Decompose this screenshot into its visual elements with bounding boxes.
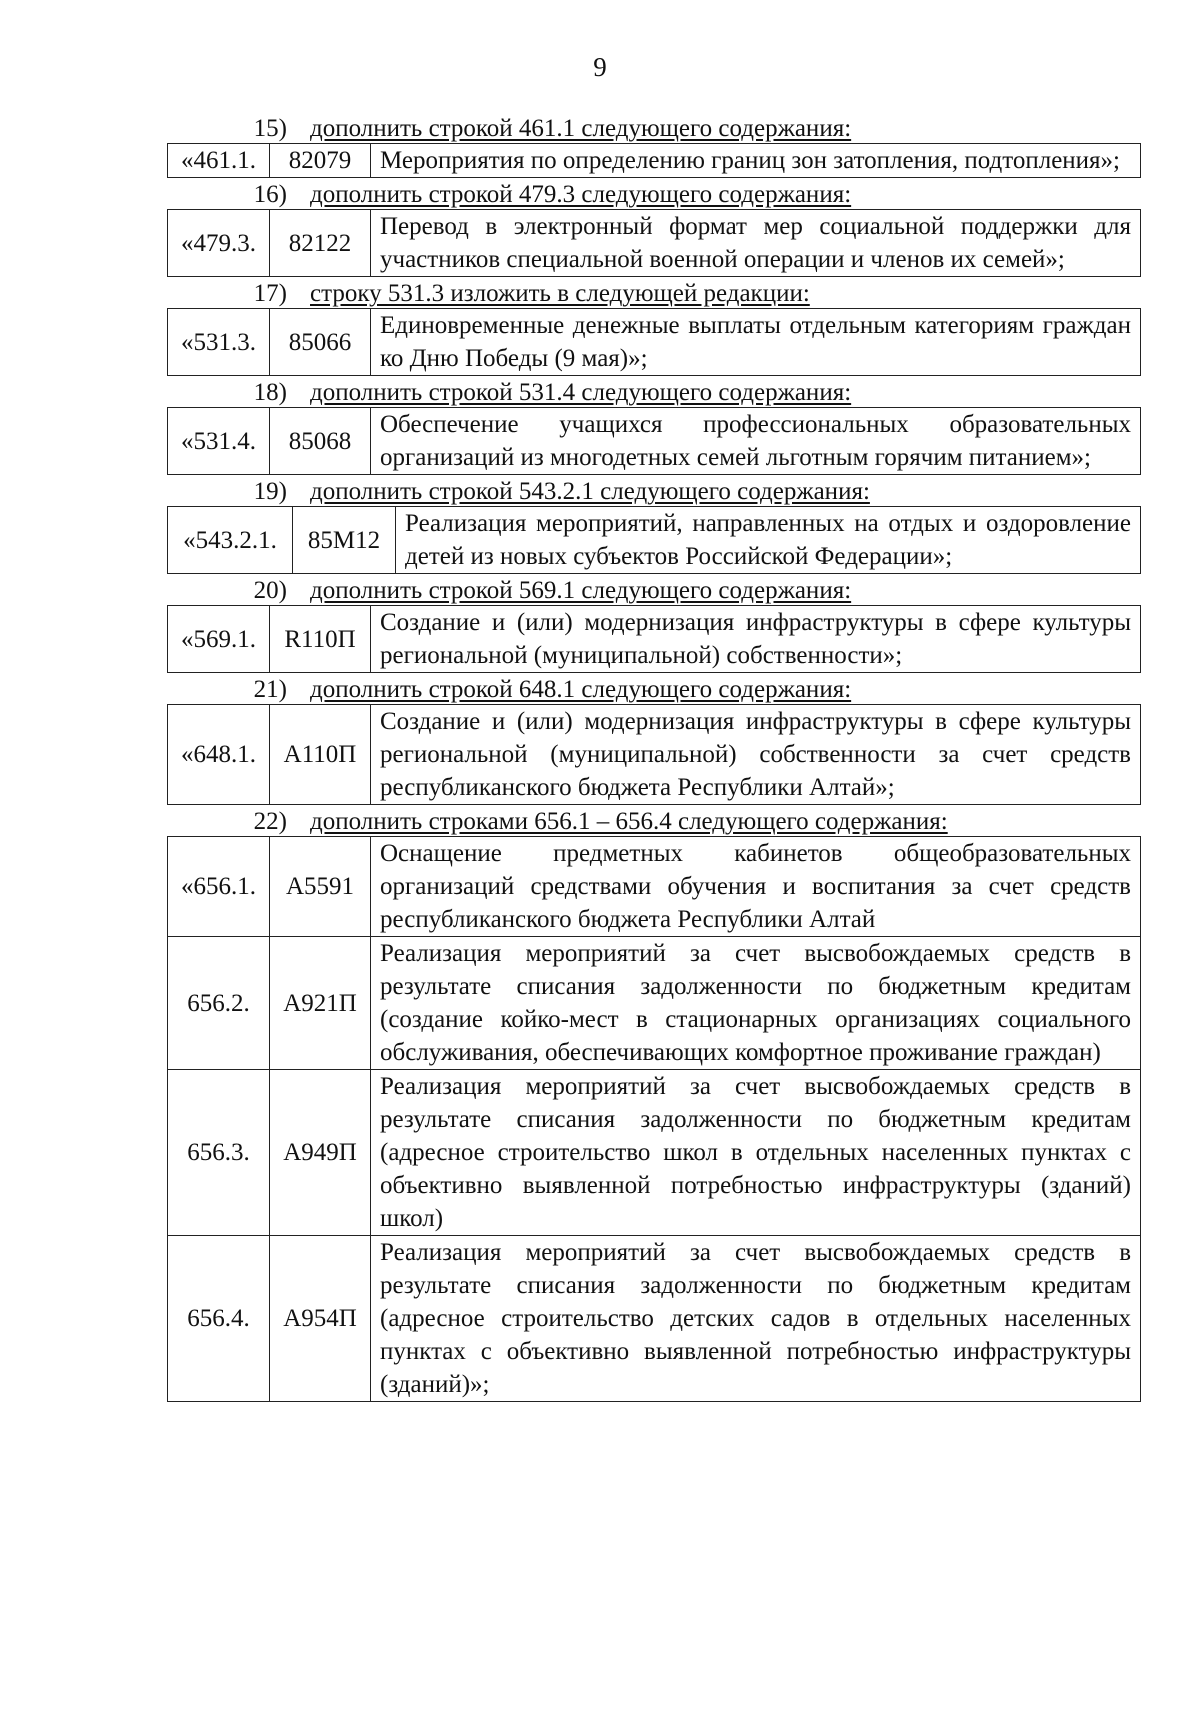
instruction-text: дополнить строкой 543.2.1 следующего содержания: [310,478,870,505]
instruction-line [167,808,1141,836]
table-row [167,836,1141,936]
row-description: Обеспечение учащихся профессиональных образовательных организаций из многодетных семей льготным горячим питанием»; [380,411,1131,471]
item-number: 17) [253,280,287,307]
instruction-text: дополнить строкой 531.4 следующего содержания: [310,379,852,406]
table-row [167,1069,1141,1235]
row-kbk: А954П [270,1236,371,1401]
amendment-table [167,704,1141,805]
table-row [167,209,1141,277]
instruction-text: дополнить строкой 648.1 следующего содержания: [310,676,852,703]
row-kbk: 85068 [270,408,371,474]
row-code: «569.1. [168,606,270,672]
item-number: 15) [253,115,287,142]
row-code: «531.4. [168,408,270,474]
amendment-table [167,308,1141,376]
instruction-line [167,577,1141,605]
row-description: Оснащение предметных кабинетов общеобразовательных организаций средствами обучения и воспитания за счет средств республиканского бюджета Республики Алтай [380,840,1131,933]
row-description: Реализация мероприятий за счет высвобождаемых средств в результате списания задолженности по бюджетным кредитам (адресное строительство детских садов в отдельных населенных пунктах с объективно выявленной потребностью инфраструктуры (зданий)»; [380,1239,1131,1398]
instruction-line [167,379,1141,407]
table-row [167,506,1141,574]
row-description: Создание и (или) модернизация инфраструктуры в сфере культуры региональной (муниципальной) собственности за счет средств республиканского бюджета Республики Алтай»; [380,708,1131,801]
instruction-line [167,280,1141,308]
row-description: Реализация мероприятий за счет высвобождаемых средств в результате списания задолженности по бюджетным кредитам (создание койко-мест в стационарных организациях социального обслуживания, обеспечивающих комфортное проживание граждан) [380,940,1131,1066]
table-row [167,704,1141,805]
instruction-line [167,478,1141,506]
instruction-text: дополнить строкой 461.1 следующего содержания: [310,115,852,142]
row-code: 656.2. [168,937,270,1069]
row-code: 656.4. [168,1236,270,1401]
amendment-table [167,506,1141,574]
row-kbk: А110П [270,705,371,804]
table-row [167,936,1141,1069]
row-kbk: R110П [270,606,371,672]
table-row [167,605,1141,673]
row-kbk: 82122 [270,210,371,276]
page-number: 9 [593,52,607,82]
row-code: 656.3. [168,1070,270,1235]
row-description: Реализация мероприятий за счет высвобождаемых средств в результате списания задолженности по бюджетным кредитам (адресное строительство школ в отдельных населенных пунктах с объективно выявленной потребностью инфраструктуры (зданий) школ) [380,1073,1131,1232]
instruction-text: дополнить строками 656.1 – 656.4 следующего содержания: [310,808,948,835]
row-code: «543.2.1. [168,507,293,573]
row-kbk: 85066 [270,309,371,375]
instruction-line [167,115,1141,143]
row-code: «479.3. [168,210,270,276]
amendment-table [167,209,1141,277]
row-code: «531.3. [168,309,270,375]
item-number: 21) [253,676,287,703]
table-row [167,143,1141,178]
row-code: «648.1. [168,705,270,804]
instruction-line [167,181,1141,209]
item-number: 19) [253,478,287,505]
row-description: Единовременные денежные выплаты отдельным категориям граждан ко Дню Победы (9 мая)»; [380,312,1131,372]
row-code: «656.1. [168,837,270,936]
amendment-table [167,407,1141,475]
row-description: Реализация мероприятий, направленных на отдых и оздоровление детей из новых субъектов Российской Федерации»; [405,510,1131,570]
row-kbk: 82079 [270,144,371,177]
item-number: 20) [253,577,287,604]
instruction-text: строку 531.3 изложить в следующей редакции: [310,280,810,307]
row-kbk: А921П [270,937,371,1069]
table-row [167,308,1141,376]
document-body [167,115,1141,1405]
table-row [167,1235,1141,1402]
instruction-line [167,676,1141,704]
row-code: «461.1. [168,144,270,177]
row-description: Перевод в электронный формат мер социальной поддержки для участников специальной военной операции и членов их семей»; [380,213,1131,273]
row-kbk: А949П [270,1070,371,1235]
row-kbk: 85М12 [293,507,396,573]
amendment-table [167,605,1141,673]
amendment-table [167,836,1141,1402]
item-number: 22) [253,808,287,835]
item-number: 16) [253,181,287,208]
row-description: Создание и (или) модернизация инфраструктуры в сфере культуры региональной (муниципальной) собственности»; [380,609,1131,669]
item-number: 18) [253,379,287,406]
amendment-table [167,143,1141,178]
instruction-text: дополнить строкой 479.3 следующего содержания: [310,181,852,208]
row-kbk: А5591 [270,837,371,936]
row-description: Мероприятия по определению границ зон затопления, подтопления»; [380,147,1121,174]
table-row [167,407,1141,475]
instruction-text: дополнить строкой 569.1 следующего содержания: [310,577,852,604]
